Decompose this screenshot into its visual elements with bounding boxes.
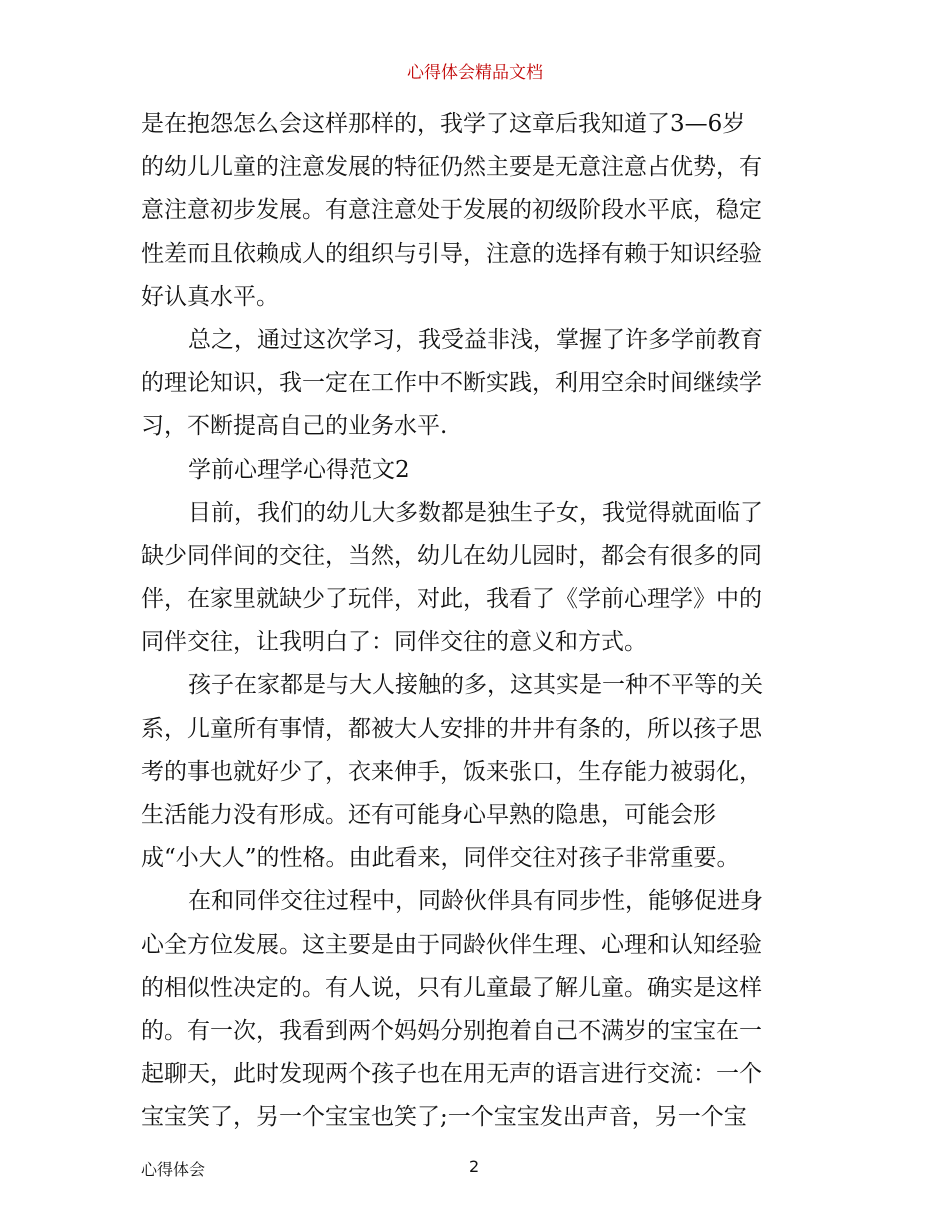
text-line: 缺少同伴间的交往，当然，幼儿在幼儿园时，都会有很多的同: [141, 542, 762, 569]
text-line: 同伴交往，让我明白了：同伴交往的意义和方式。: [141, 629, 647, 656]
text-line: 孩子在家都是与大人接触的多，这其实是一种不平等的关: [188, 672, 763, 699]
page-number: 2: [469, 1157, 480, 1176]
text-line: 考的事也就好少了，衣来伸手，饭来张口，生存能力被弱化，: [141, 758, 762, 785]
text-line: 生活能力没有形成。还有可能身心早熟的隐患，可能会形: [141, 802, 716, 828]
text-line: 是在抱怨怎么会这样那样的，我学了这章后我知道了3—6岁: [141, 111, 746, 137]
text-line: 心全方位发展。这主要是由于同龄伙伴生理、心理和认知经验: [141, 931, 762, 958]
text-line: 宝宝笑了，另一个宝宝也笑了;一个宝宝发出声音，另一个宝: [141, 1104, 747, 1131]
section-heading: 学前心理学心得范文2: [188, 456, 410, 483]
text-line: 伴，在家里就缺少了玩伴，对此，我看了《学前心理学》中的: [141, 586, 762, 613]
text-line: 目前，我们的幼儿大多数都是独生子女，我觉得就面临了: [188, 499, 763, 526]
text-line: 的。有一次，我看到两个妈妈分别抱着自己不满岁的宝宝在一: [141, 1017, 762, 1044]
footer-label: 心得体会: [141, 1160, 206, 1179]
text-line: 成“小大人”的性格。由此看来，同伴交往对孩子非常重要。: [141, 845, 740, 872]
text-line: 意注意初步发展。有意注意处于发展的初级阶段水平底，稳定: [141, 197, 762, 224]
text-line: 性差而且依赖成人的组织与引导，注意的选择有赖于知识经验: [141, 240, 762, 267]
text-line: 系，儿童所有事情，都被大人安排的井井有条的，所以孩子思: [141, 715, 762, 742]
text-line: 的理论知识，我一定在工作中不断实践，利用空余时间继续学: [141, 370, 762, 397]
text-line: 的相似性决定的。有人说，只有儿童最了解儿童。确实是这样: [141, 974, 762, 1001]
text-line: 的幼儿儿童的注意发展的特征仍然主要是无意注意占优势，有: [141, 154, 762, 181]
text-line: 在和同伴交往过程中，同龄伙伴具有同步性，能够促进身: [188, 888, 763, 915]
text-line: 好认真水平。: [141, 283, 279, 310]
text-line: 起聊天，此时发现两个孩子也在用无声的语言进行交流：一个: [141, 1061, 762, 1088]
document-body: [141, 103, 813, 1140]
text-line: 总之，通过这次学习，我受益非浅，掌握了许多学前教育: [188, 326, 763, 353]
document-header: 心得体会精品文档: [407, 63, 543, 83]
text-line: 习，不断提高自己的业务水平.: [141, 413, 448, 440]
